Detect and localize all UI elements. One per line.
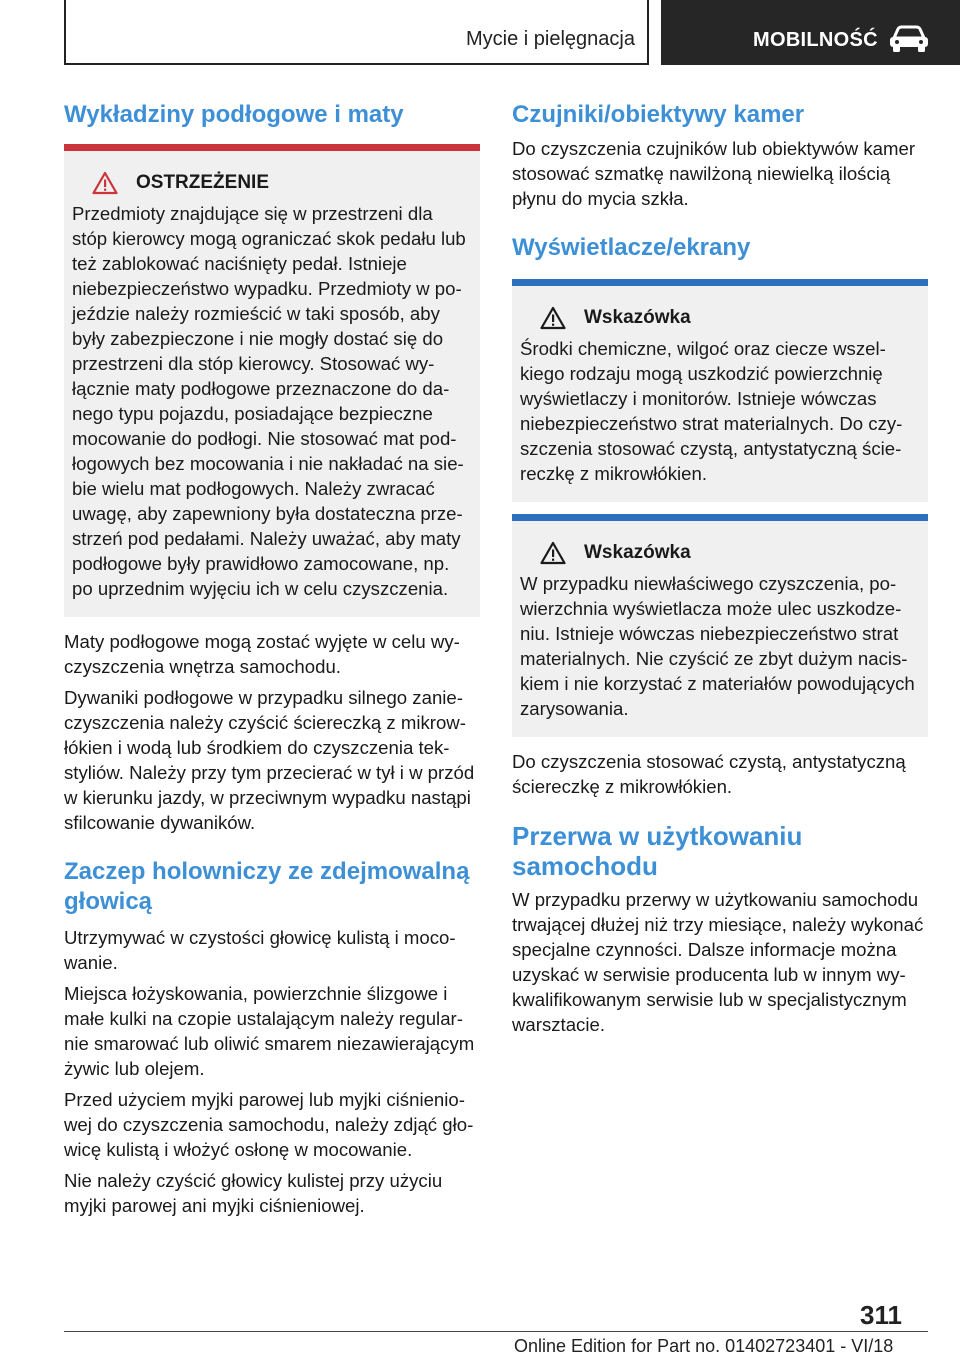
heading-floor-mats: Wykładziny podłogowe i maty: [64, 101, 404, 128]
hint-2-title: Wskazówka: [584, 542, 691, 563]
header-chapter-label: MOBILNOŚĆ: [753, 29, 878, 51]
paragraph-tow-3: Przed użyciem myjki parowej lub myjki ciśnieniowej do czyszczenia samochodu, należy zdjąć głowicę kulistą i włożyć osłonę w mocowanie.: [64, 1089, 474, 1160]
heading-displays: Wyświetlacze/ekrany: [512, 234, 751, 261]
hint-box-1: [512, 279, 928, 502]
warning-triangle-icon: [540, 306, 566, 330]
header-section-title: Mycie i pielęgnacja: [466, 28, 635, 50]
right-column: [512, 100, 928, 1043]
paragraph-displays: Do czyszczenia stosować czystą, antystatyczną ściereczkę z mikrowłókien.: [512, 751, 906, 797]
header-chapter-tab[interactable]: [661, 0, 960, 65]
footer-edition: Online Edition for Part no. 01402723401 - VI/18: [514, 1336, 894, 1356]
paragraph-tow-2: Miejsca łożyskowania, powierzchnie ślizgowe i małe kulki na czopie ustalającym należy regularnie smarować lub oliwić smarem niezawierającym żywic lub olejem.: [64, 983, 475, 1079]
hint-2-text: W przypadku niewłaściwego czyszczenia, powierzchnia wyświetlacza może ulec uszkodzeniu. Istnieje wówczas niebezpieczeństwo strat materialnych. Nie czyścić ze zbyt dużym naciskiem i nie korzystać z materiałów powodujących zarysowania.: [520, 573, 915, 719]
warning-triangle-icon: [92, 171, 118, 195]
warning-header: [92, 171, 472, 195]
paragraph-mats-removal: Maty podłogowe mogą zostać wyjęte w celu wyczyszczenia wnętrza samochodu.: [64, 631, 460, 677]
warning-box: [64, 144, 480, 617]
paragraph-tow-1: Utrzymywać w czystości głowicę kulistą i mocowanie.: [64, 927, 456, 973]
left-column: [64, 100, 480, 1224]
header-left-rule: [64, 0, 66, 64]
warning-triangle-icon: [540, 541, 566, 565]
hint-1-header: [540, 306, 920, 330]
paragraph-break-in-use: W przypadku przerwy w użytkowaniu samochodu trwającej dłużej niż trzy miesiące, należy wykonać specjalne czynności. Dalsze informacje można uzyskać w serwisie producenta lub w innym wykwalifikowanym serwisie lub w specjalistycznym warsztacie.: [512, 889, 924, 1035]
paragraph-tow-4: Nie należy czyścić głowicy kulistej przy użyciu myjki parowej ani myjki ciśnieniowej.: [64, 1170, 443, 1216]
hint-1-title: Wskazówka: [584, 307, 691, 328]
footer-rule: [64, 1331, 928, 1332]
heading-break-in-use: Przerwa w użytkowaniu samochodu: [512, 821, 803, 881]
header-divider: [647, 0, 649, 64]
paragraph-sensors: Do czyszczenia czujników lub obiektywów kamer stosować szmatkę nawilżoną niewielką ilością płynu do mycia szkła.: [512, 138, 916, 209]
heading-tow-hitch: Zaczep holowniczy ze zdejmowalną głowicą: [64, 858, 470, 915]
warning-text: Przedmioty znajdujące się w przestrzeni dla stóp kierowcy mogą ograniczać skok pedału lub też zablokować naciśnięty pedał. Istnieje niebezpieczeństwo wypadku. Przedmioty w pojeździe należy rozmieścić w taki sposób, aby były zabezpieczone i nie mogły dostać się do przestrzeni dla stóp kierowcy. Stosować wyłącznie maty podłogowe przeznaczone do danego typu pojazdu, posiadające bezpieczne mocowanie do podłogi. Nie stosować mat podłogowych bez mocowania i nie nakładać na siebie wielu mat podłogowych. Należy zwracać uwagę, aby zapewniony była dostateczna przestrzeń pod pedałami. Należy uważać, aby maty podłogowe były prawidłowo zamocowane, np. po uprzednim wyjęciu ich w celu czyszczenia.: [72, 203, 466, 599]
hint-box-2: [512, 514, 928, 737]
hint-1-text: Środki chemiczne, wilgoć oraz ciecze wszelkiego rodzaju mogą uszkodzić powierzchnię wyświetlaczy i monitorów. Istnieje wówczas niebezpieczeństwo strat materialnych. Do czyszczenia stosować czystą, antystatyczną ściereczkę z mikrowłókien.: [520, 338, 903, 484]
car-icon: [888, 24, 930, 54]
page-number: 311: [860, 1300, 902, 1330]
header-bottom-rule: [64, 63, 649, 65]
paragraph-mats-cleaning: Dywaniki podłogowe w przypadku silnego zanieczyszczenia należy czyścić ściereczką z mikrowłókien i wodą lub środkiem do czyszczenia tekstyliów. Należy przy tym przecierać w tył i w przód w kierunku jazdy, w przeciwnym wypadku nastąpi sfilcowanie dywaników.: [64, 687, 475, 833]
hint-2-header: [540, 541, 920, 565]
warning-title: OSTRZEŻENIE: [136, 172, 270, 193]
heading-sensors: Czujniki/obiektywy kamer: [512, 101, 805, 128]
